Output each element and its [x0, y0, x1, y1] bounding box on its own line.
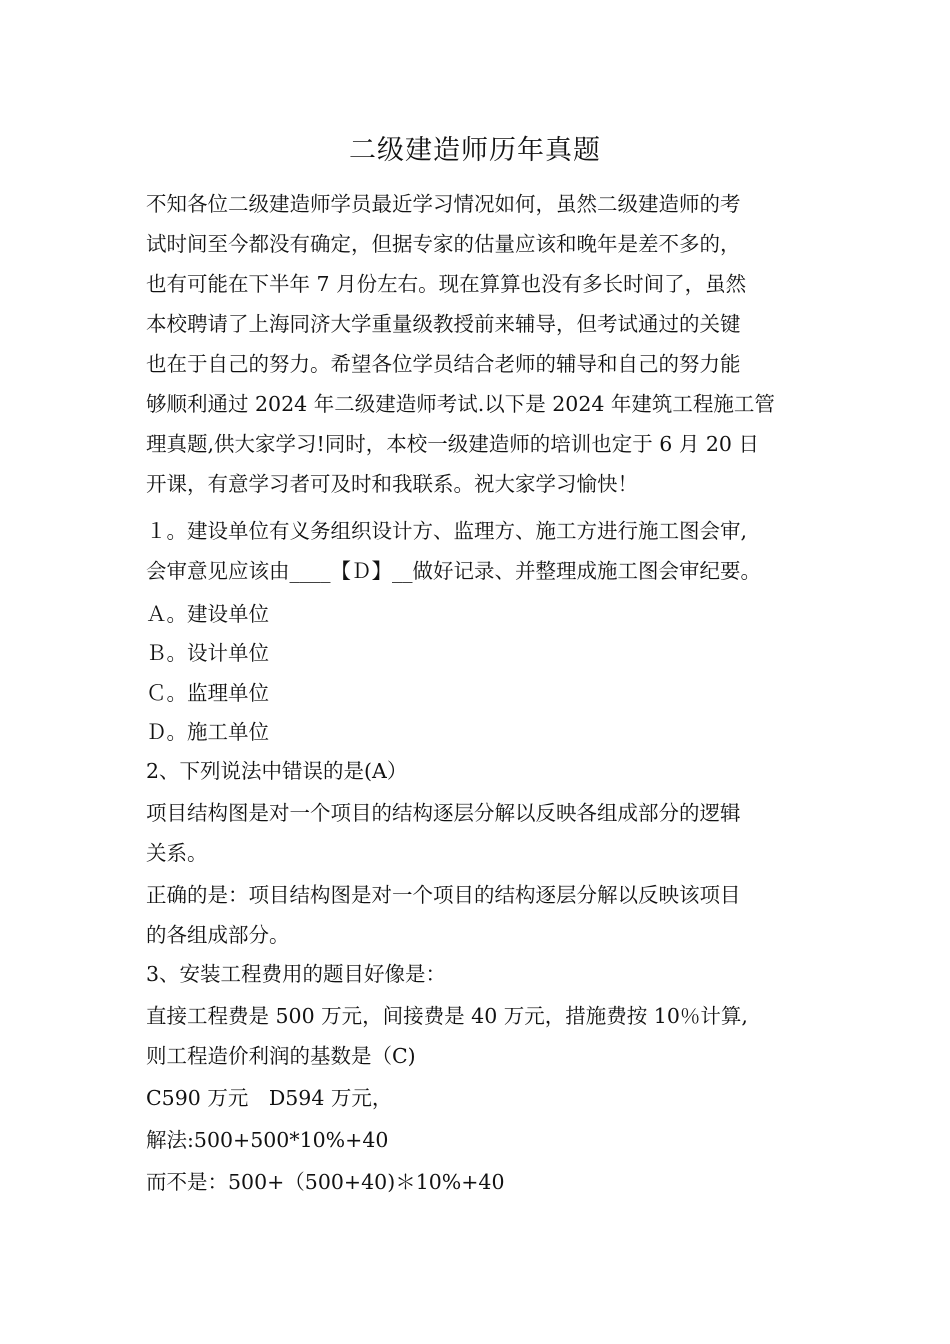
question-3-line: 3、安装工程费用的题目好像是： — [146, 962, 447, 986]
option-a: Ａ。建设单位 — [146, 602, 269, 626]
question-2-line: 2、下列说法中错误的是(A） — [146, 759, 408, 783]
intro-line: 也在于自己的努力。希望各位学员结合老师的辅导和自己的努力能 — [146, 352, 741, 376]
question-1-line: 会审意见应该由____【Ｄ】__做好记录、并整理成施工图会审纪要。 — [146, 559, 761, 583]
page-title: 二级建造师历年真题 — [349, 135, 601, 166]
intro-line: 够顺利通过 2024 年二级建造师考试.以下是 2024 年建筑工程施工管 — [146, 392, 775, 416]
question-2-line: 项目结构图是对一个项目的结构逐层分解以反映各组成部分的逻辑 — [146, 801, 741, 825]
option-c: Ｃ。监理单位 — [146, 681, 269, 705]
question-3-line: C590 万元 D594 万元， — [146, 1086, 393, 1110]
question-3-line: 则工程造价利润的基数是（C) — [146, 1044, 416, 1068]
intro-line: 开课，有意学习者可及时和我联系。祝大家学习愉快！ — [146, 472, 638, 496]
intro-line: 试时间至今都没有确定，但据专家的估量应该和晚年是差不多的， — [146, 232, 741, 256]
question-3-line: 解法:500+500*10%+40 — [146, 1128, 389, 1152]
option-d: Ｄ。施工单位 — [146, 720, 269, 744]
intro-line: 理真题,供大家学习!同时，本校一级建造师的培训也定于 6 月 20 日 — [146, 432, 759, 456]
intro-line: 本校聘请了上海同济大学重量级教授前来辅导，但考试通过的关键 — [146, 312, 741, 336]
question-3-line: 而不是：500+（500+40)＊10%+40 — [146, 1170, 505, 1194]
question-3-line: 直接工程费是 500 万元，间接费是 40 万元，措施费按 10％计算, — [146, 1004, 748, 1028]
question-1-line: １。建设单位有义务组织设计方、监理方、施工方进行施工图会审, — [146, 519, 748, 543]
question-2-line: 关系。 — [146, 841, 208, 865]
intro-line: 不知各位二级建造师学员最近学习情况如何，虽然二级建造师的考 — [146, 192, 741, 216]
intro-line: 也有可能在下半年 7 月份左右。现在算算也没有多长时间了，虽然 — [146, 272, 747, 296]
option-b: Ｂ。设计单位 — [146, 641, 269, 665]
question-2-line: 正确的是：项目结构图是对一个项目的结构逐层分解以反映该项目 — [146, 883, 741, 907]
question-2-line: 的各组成部分。 — [146, 923, 290, 947]
